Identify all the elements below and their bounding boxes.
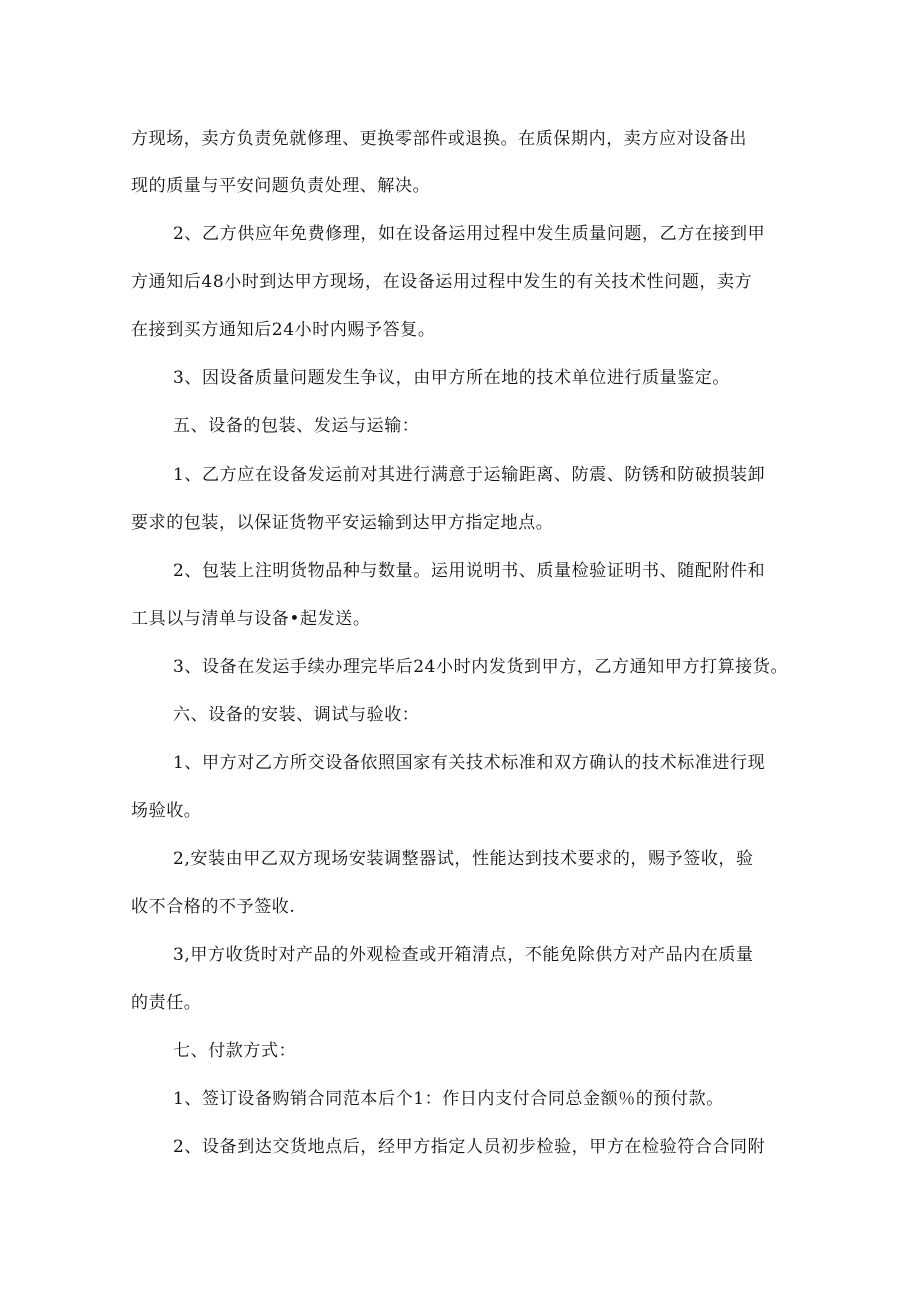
body-text-line: 2、乙方供应年免费修理，如在设备运用过程中发生质量问题，乙方在接到甲	[173, 224, 766, 244]
section-heading: 六、设备的安装、调试与验收：	[173, 705, 420, 725]
body-text-line: 现的质量与平安问题负责处理、解决。	[131, 176, 431, 196]
body-text-line: 3、设备在发运手续办理完毕后24小时内发货到甲方，乙方通知甲方打算接货。	[173, 657, 789, 677]
body-text-line: 方通知后48小时到达甲方现场，在设备运用过程中发生的有关技术性问题，卖方	[131, 272, 753, 292]
body-text-line: 2、包装上注明货物品种与数量。运用说明书、质量检验证明书、随配附件和	[173, 561, 766, 581]
body-text-line: 2、设备到达交货地点后，经甲方指定人员初步检验，甲方在检验符合合同附	[173, 1137, 766, 1157]
section-heading: 五、设备的包装、发运与运输：	[173, 416, 420, 436]
body-text-line: 3、因设备质量问题发生争议，由甲方所在地的技术单位进行质量鉴定。	[173, 368, 731, 388]
body-text-line: 2,安装由甲乙双方现场安装调整器试，性能达到技术要求的，赐予签收，验	[173, 849, 754, 869]
body-text-line: 工具以与清单与设备•起发送。	[131, 609, 371, 629]
body-text-line: 要求的包装，以保证货物平安运输到达甲方指定地点。	[131, 513, 554, 533]
body-text-line: 方现场，卖方负责免就修理、更换零部件或退换。在质保期内，卖方应对设备出	[131, 129, 747, 149]
body-text-line: 的责任。	[131, 993, 202, 1013]
body-text-line: 1、签订设备购销合同范本后个1：作日内支付合同总金额％的预付款。	[173, 1089, 724, 1109]
body-text-line: 1、甲方对乙方所交设备依照国家有关技术标准和双方确认的技术标准进行现	[173, 753, 766, 773]
section-heading: 七、付款方式：	[173, 1041, 297, 1061]
body-text-line: 3,甲方收货时对产品的外观检查或开箱清点，不能免除供方对产品内在质量	[173, 945, 754, 965]
body-text-line: 1、乙方应在设备发运前对其进行满意于运输距离、防震、防锈和防破损装卸	[173, 465, 766, 485]
body-text-line: 收不合格的不予签收.	[131, 897, 296, 917]
body-text-line: 在接到买方通知后24小时内赐予答复。	[131, 320, 436, 340]
body-text-line: 场验收。	[131, 801, 202, 821]
